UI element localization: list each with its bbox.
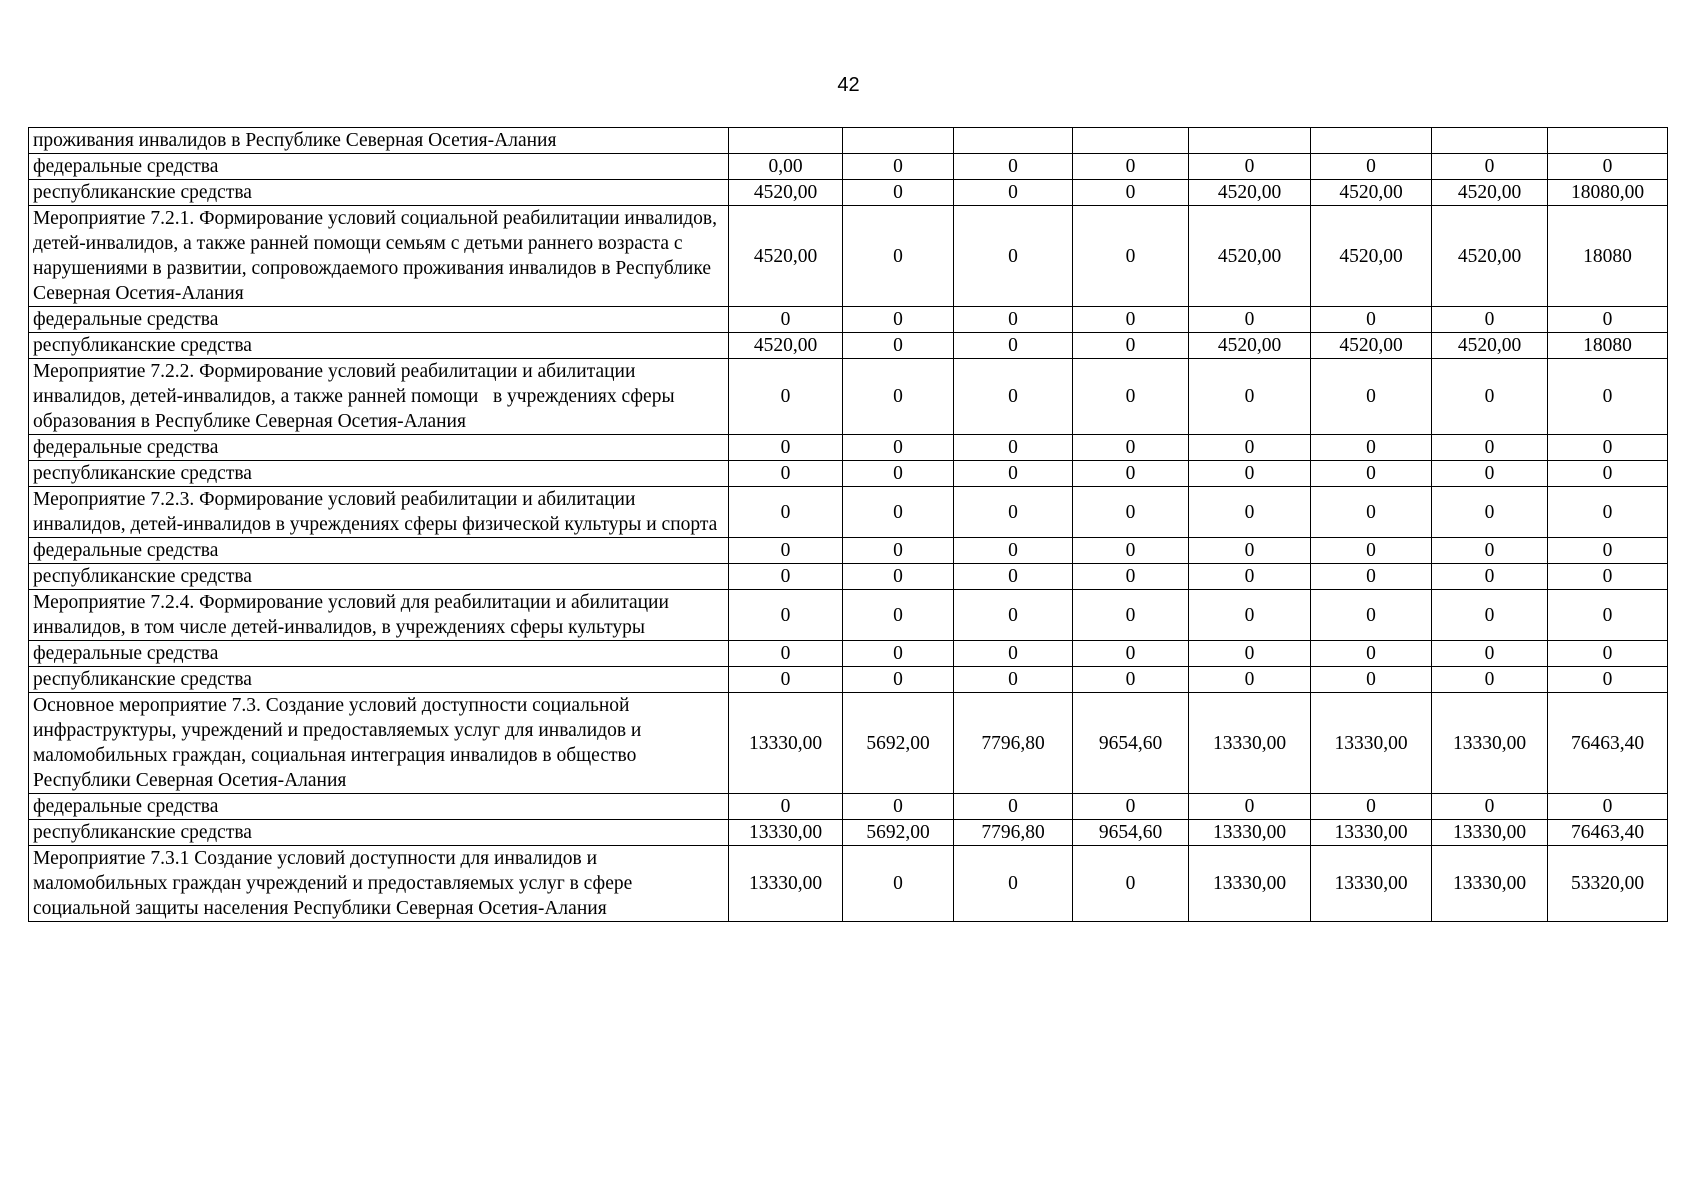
table-row <box>29 846 1668 922</box>
row-value-3: 0 <box>954 641 1073 667</box>
table-row <box>29 461 1668 487</box>
row-value-5: 0 <box>1189 487 1311 538</box>
table-row <box>29 154 1668 180</box>
row-value-4: 0 <box>1073 590 1189 641</box>
row-value-6: 0 <box>1311 435 1432 461</box>
row-value-7: 0 <box>1432 487 1548 538</box>
row-value-2: 0 <box>843 180 954 206</box>
row-label: Мероприятие 7.2.4. Формирование условий для реабилитации и абилитации инвалидов, в том числе детей-инвалидов, в учреждениях сферы культуры <box>29 590 729 641</box>
row-value-7: 4520,00 <box>1432 333 1548 359</box>
row-value-1: 13330,00 <box>729 693 843 794</box>
row-value-5: 0 <box>1189 154 1311 180</box>
row-value-1: 0 <box>729 487 843 538</box>
row-label: республиканские средства <box>29 564 729 590</box>
row-value-7: 4520,00 <box>1432 180 1548 206</box>
row-value-3: 0 <box>954 667 1073 693</box>
row-value-7: 0 <box>1432 538 1548 564</box>
row-value-8: 18080,00 <box>1548 180 1668 206</box>
row-value-5: 0 <box>1189 307 1311 333</box>
row-value-2: 0 <box>843 538 954 564</box>
row-value-7: 4520,00 <box>1432 206 1548 307</box>
row-label: республиканские средства <box>29 820 729 846</box>
row-value-2: 0 <box>843 206 954 307</box>
row-value-5: 0 <box>1189 538 1311 564</box>
row-value-8: 0 <box>1548 538 1668 564</box>
row-value-2: 0 <box>843 794 954 820</box>
row-value-8: 0 <box>1548 667 1668 693</box>
row-value-4: 0 <box>1073 667 1189 693</box>
row-value-5: 4520,00 <box>1189 206 1311 307</box>
row-value-3: 0 <box>954 206 1073 307</box>
table-row <box>29 693 1668 794</box>
row-label: республиканские средства <box>29 461 729 487</box>
row-value-3: 0 <box>954 359 1073 435</box>
table-row <box>29 487 1668 538</box>
row-value-3: 0 <box>954 590 1073 641</box>
row-value-4: 0 <box>1073 538 1189 564</box>
row-value-8: 0 <box>1548 487 1668 538</box>
row-value-7: 13330,00 <box>1432 820 1548 846</box>
row-value-8: 0 <box>1548 794 1668 820</box>
row-label: федеральные средства <box>29 435 729 461</box>
row-value-6: 4520,00 <box>1311 206 1432 307</box>
row-value-4: 9654,60 <box>1073 693 1189 794</box>
row-value-2: 0 <box>843 564 954 590</box>
row-value-1: 4520,00 <box>729 180 843 206</box>
row-value-6: 0 <box>1311 461 1432 487</box>
row-value-3: 0 <box>954 435 1073 461</box>
row-value-4: 0 <box>1073 333 1189 359</box>
table-row <box>29 667 1668 693</box>
table-row <box>29 641 1668 667</box>
table-row <box>29 820 1668 846</box>
row-value-2: 0 <box>843 487 954 538</box>
row-value-8: 0 <box>1548 564 1668 590</box>
row-value-6: 13330,00 <box>1311 693 1432 794</box>
row-label: федеральные средства <box>29 307 729 333</box>
row-value-4: 0 <box>1073 154 1189 180</box>
row-value-1: 0 <box>729 667 843 693</box>
row-value-6: 0 <box>1311 564 1432 590</box>
table-row <box>29 180 1668 206</box>
row-value-6: 0 <box>1311 154 1432 180</box>
row-value-8: 0 <box>1548 359 1668 435</box>
row-value-5: 0 <box>1189 641 1311 667</box>
row-value-5: 0 <box>1189 359 1311 435</box>
row-value-4: 9654,60 <box>1073 820 1189 846</box>
row-value-4: 0 <box>1073 461 1189 487</box>
row-value-6: 0 <box>1311 641 1432 667</box>
row-value-8: 18080 <box>1548 333 1668 359</box>
row-value-1: 0 <box>729 359 843 435</box>
row-label: республиканские средства <box>29 180 729 206</box>
row-label: проживания инвалидов в Республике Северная Осетия-Алания <box>29 128 729 154</box>
row-value-6: 0 <box>1311 538 1432 564</box>
row-value-3: 0 <box>954 180 1073 206</box>
row-value-8: 0 <box>1548 461 1668 487</box>
row-value-7: 0 <box>1432 667 1548 693</box>
row-value-8: 0 <box>1548 307 1668 333</box>
row-value-2 <box>843 128 954 154</box>
row-value-8: 18080 <box>1548 206 1668 307</box>
row-value-4: 0 <box>1073 846 1189 922</box>
row-value-5: 0 <box>1189 564 1311 590</box>
row-value-2: 0 <box>843 307 954 333</box>
row-value-5: 0 <box>1189 590 1311 641</box>
row-label: Мероприятие 7.2.1. Формирование условий социальной реабилитации инвалидов, детей-инвалидов, а также ранней помощи семьям с детьми раннего возраста с нарушениями в развитии, сопровождаемого проживания инвалидов в Республике Северная Осетия-Алания <box>29 206 729 307</box>
table-row <box>29 564 1668 590</box>
row-value-7: 0 <box>1432 590 1548 641</box>
row-value-3: 7796,80 <box>954 693 1073 794</box>
table-row <box>29 206 1668 307</box>
row-value-3: 0 <box>954 846 1073 922</box>
row-value-7: 0 <box>1432 641 1548 667</box>
budget-table <box>28 127 1668 922</box>
row-value-4: 0 <box>1073 206 1189 307</box>
row-value-6: 4520,00 <box>1311 333 1432 359</box>
row-value-3: 0 <box>954 794 1073 820</box>
table-row <box>29 359 1668 435</box>
table-row <box>29 590 1668 641</box>
row-value-4: 0 <box>1073 307 1189 333</box>
row-value-6: 0 <box>1311 794 1432 820</box>
row-value-5: 0 <box>1189 667 1311 693</box>
row-label: Мероприятие 7.2.3. Формирование условий реабилитации и абилитации инвалидов, детей-инвалидов в учреждениях сферы физической культуры и спорта <box>29 487 729 538</box>
row-value-6: 13330,00 <box>1311 820 1432 846</box>
row-value-7: 0 <box>1432 154 1548 180</box>
row-value-1: 13330,00 <box>729 820 843 846</box>
table-row <box>29 538 1668 564</box>
row-value-1 <box>729 128 843 154</box>
row-value-1: 0 <box>729 641 843 667</box>
row-value-1: 0 <box>729 564 843 590</box>
row-value-1: 0 <box>729 461 843 487</box>
row-value-8: 76463,40 <box>1548 693 1668 794</box>
row-value-1: 4520,00 <box>729 206 843 307</box>
row-value-8: 0 <box>1548 154 1668 180</box>
row-value-5: 13330,00 <box>1189 693 1311 794</box>
row-value-2: 0 <box>843 641 954 667</box>
row-value-5 <box>1189 128 1311 154</box>
table-row <box>29 307 1668 333</box>
row-value-6: 0 <box>1311 359 1432 435</box>
row-value-5: 4520,00 <box>1189 333 1311 359</box>
row-value-3: 0 <box>954 333 1073 359</box>
row-value-8: 0 <box>1548 435 1668 461</box>
row-label: федеральные средства <box>29 538 729 564</box>
row-value-3: 7796,80 <box>954 820 1073 846</box>
table-row <box>29 435 1668 461</box>
row-value-3: 0 <box>954 154 1073 180</box>
row-label: Мероприятие 7.2.2. Формирование условий реабилитации и абилитации инвалидов, детей-инвалидов, а также ранней помощи в учреждениях сферы образования в Республике Северная Осетия-Алания <box>29 359 729 435</box>
row-value-4 <box>1073 128 1189 154</box>
row-value-2: 0 <box>843 333 954 359</box>
row-value-8 <box>1548 128 1668 154</box>
row-value-2: 0 <box>843 846 954 922</box>
row-value-5: 13330,00 <box>1189 846 1311 922</box>
row-value-3: 0 <box>954 538 1073 564</box>
row-value-1: 0 <box>729 794 843 820</box>
row-label: республиканские средства <box>29 667 729 693</box>
row-value-6: 0 <box>1311 307 1432 333</box>
row-value-2: 0 <box>843 435 954 461</box>
row-value-7: 0 <box>1432 435 1548 461</box>
row-value-3: 0 <box>954 487 1073 538</box>
row-value-6: 4520,00 <box>1311 180 1432 206</box>
row-value-7: 0 <box>1432 359 1548 435</box>
row-value-8: 0 <box>1548 641 1668 667</box>
row-value-4: 0 <box>1073 794 1189 820</box>
row-value-1: 13330,00 <box>729 846 843 922</box>
row-value-5: 0 <box>1189 435 1311 461</box>
table-row <box>29 794 1668 820</box>
row-value-1: 4520,00 <box>729 333 843 359</box>
row-value-3: 0 <box>954 461 1073 487</box>
table-body <box>29 128 1668 922</box>
row-label: федеральные средства <box>29 794 729 820</box>
row-value-7: 13330,00 <box>1432 846 1548 922</box>
row-value-8: 53320,00 <box>1548 846 1668 922</box>
row-value-5: 4520,00 <box>1189 180 1311 206</box>
row-value-7 <box>1432 128 1548 154</box>
row-value-4: 0 <box>1073 435 1189 461</box>
row-value-6: 0 <box>1311 667 1432 693</box>
row-value-2: 0 <box>843 154 954 180</box>
row-value-4: 0 <box>1073 641 1189 667</box>
row-value-6: 0 <box>1311 590 1432 641</box>
row-value-2: 0 <box>843 667 954 693</box>
row-label: Основное мероприятие 7.3. Создание условий доступности социальной инфраструктуры, учреждений и предоставляемых услуг для инвалидов и маломобильных граждан, социальная интеграция инвалидов в общество Республики Северная Осетия-Алания <box>29 693 729 794</box>
row-value-7: 0 <box>1432 307 1548 333</box>
row-value-2: 0 <box>843 359 954 435</box>
row-label: Мероприятие 7.3.1 Создание условий доступности для инвалидов и маломобильных граждан учреждений и предоставляемых услуг в сфере социальной защиты населения Республики Северная Осетия-Алания <box>29 846 729 922</box>
row-label: республиканские средства <box>29 333 729 359</box>
row-value-2: 5692,00 <box>843 693 954 794</box>
row-label: федеральные средства <box>29 154 729 180</box>
row-value-3: 0 <box>954 307 1073 333</box>
row-value-1: 0 <box>729 307 843 333</box>
row-value-2: 0 <box>843 461 954 487</box>
row-value-6: 0 <box>1311 487 1432 538</box>
row-value-7: 0 <box>1432 794 1548 820</box>
row-value-8: 76463,40 <box>1548 820 1668 846</box>
row-value-5: 0 <box>1189 794 1311 820</box>
row-value-7: 0 <box>1432 461 1548 487</box>
row-value-3 <box>954 128 1073 154</box>
row-value-4: 0 <box>1073 487 1189 538</box>
row-label: федеральные средства <box>29 641 729 667</box>
table-row <box>29 333 1668 359</box>
page-number: 42 <box>837 74 860 96</box>
row-value-6: 13330,00 <box>1311 846 1432 922</box>
row-value-1: 0 <box>729 590 843 641</box>
row-value-2: 0 <box>843 590 954 641</box>
row-value-1: 0 <box>729 538 843 564</box>
row-value-7: 0 <box>1432 564 1548 590</box>
row-value-7: 13330,00 <box>1432 693 1548 794</box>
row-value-4: 0 <box>1073 564 1189 590</box>
row-value-4: 0 <box>1073 180 1189 206</box>
row-value-1: 0,00 <box>729 154 843 180</box>
row-value-2: 5692,00 <box>843 820 954 846</box>
row-value-6 <box>1311 128 1432 154</box>
table-row <box>29 128 1668 154</box>
row-value-5: 13330,00 <box>1189 820 1311 846</box>
row-value-3: 0 <box>954 564 1073 590</box>
row-value-4: 0 <box>1073 359 1189 435</box>
row-value-5: 0 <box>1189 461 1311 487</box>
row-value-8: 0 <box>1548 590 1668 641</box>
row-value-1: 0 <box>729 435 843 461</box>
